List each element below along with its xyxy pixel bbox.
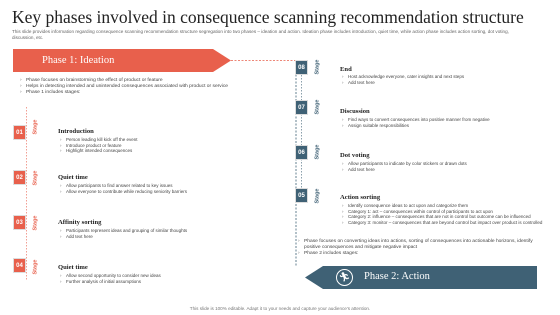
stage-tag-label: Stage — [32, 215, 39, 231]
stage-tag — [31, 253, 40, 281]
stage-tag — [31, 209, 40, 237]
page-title: Key phases involved in consequence scanning recommendation structure — [12, 7, 524, 27]
stage-items — [342, 203, 552, 225]
stage-title: Affinity sorting — [58, 219, 102, 226]
phase1-bullet: › Helps in detecting intended and unintended consequences associated with product or service — [20, 84, 270, 90]
footer-note: This slide is 100% editable. Adapt it to your needs and capture your audience's attention. — [189, 306, 371, 311]
stage-item: › Host acknowledge everyone, cater insights and next steps — [342, 74, 552, 80]
stage-items — [60, 228, 270, 239]
stage-title: Dot voting — [340, 152, 370, 159]
page-subtitle: This slide provides information regarding consequence scanning recommendation structure segregation into two phases – ideation and action. Ideation phase includes introduction, quiet time, while action phase includes action sorting, dot voting, discussion, etc. — [12, 29, 509, 40]
stage-item: › Assign suitable responsibilities — [342, 123, 552, 129]
stage-item: › Identify consequence ideas to act upon and categorize them — [342, 203, 552, 209]
stage-item: › Allow everyone to contribute while reducing seniority barriers — [60, 189, 270, 195]
stage-item: › Category 3: monitor – consequences that are beyond control but impact over product is controlled — [342, 220, 552, 226]
stage-item: › Person leading kill kick off the event — [60, 137, 270, 143]
stage-number-badge: 07 — [295, 100, 308, 115]
phase1-bullets — [20, 78, 270, 97]
stage-title: Introduction — [58, 128, 94, 135]
stage-item: › Allow participants to indicate by color stickers or drawn dots — [342, 161, 552, 167]
stage-items — [60, 183, 270, 194]
stage-title: End — [340, 66, 352, 73]
stage-tag — [31, 113, 40, 141]
phase2-bullets — [298, 239, 548, 258]
phase1-label: Phase 1: Ideation — [42, 55, 115, 66]
stage-tag — [313, 93, 322, 121]
stage-tag — [313, 53, 322, 81]
stage-items — [60, 273, 270, 284]
phase2-bullet: › Phase 2 includes stages: — [298, 251, 548, 257]
stage-number-badge: 05 — [295, 188, 308, 203]
stage-tag-label: Stage — [32, 119, 39, 135]
stage-item: › Allow second opportunity to consider new ideas — [60, 273, 270, 279]
phase1-bullet: › Phase 1 includes stages: — [20, 90, 270, 96]
stage-tag — [313, 182, 322, 210]
stage-items — [342, 161, 552, 172]
stage-tag-label: Stage — [32, 170, 39, 186]
stage-tag-label: Stage — [314, 144, 321, 160]
stage-number-badge: 06 — [295, 145, 308, 160]
stage-number-badge: 01 — [13, 125, 26, 140]
phase2-label: Phase 2: Action — [364, 271, 430, 282]
stage-number-badge: 04 — [13, 258, 26, 273]
phase2-bullet: › Phase focuses on converting ideas into actions, sorting of consequences into actionable horizons, identify positive consequences and mitigate negative impact — [298, 239, 548, 251]
stage-tag-label: Stage — [32, 259, 39, 275]
stage-item: › Introduce product or feature — [60, 143, 270, 149]
stage-items — [60, 137, 270, 154]
stage-item: › Participants represent ideas and grouping of similar thoughts — [60, 228, 270, 234]
stage-items — [342, 74, 552, 85]
stage-tag — [313, 138, 322, 166]
stage-tag-label: Stage — [314, 99, 321, 115]
stage-number-badge: 03 — [13, 215, 26, 230]
stage-title: Quiet time — [58, 174, 88, 181]
stage-title: Quiet time — [58, 264, 88, 271]
stage-tag-label: Stage — [314, 188, 321, 204]
stage-tag-label: Stage — [314, 59, 321, 75]
stage-item: › Add text here — [342, 80, 552, 86]
stage-number-badge: 08 — [295, 60, 308, 75]
stage-items — [342, 117, 552, 128]
stage-item: › Find ways to convert consequences into positive manner from negative — [342, 117, 552, 123]
stage-item: › Category 2: influence – consequences that are not in control but outcome can be influenced — [342, 214, 552, 220]
stage-item: › Highlight intended consequences — [60, 148, 270, 154]
stage-title: Discussion — [340, 108, 370, 115]
stage-item: › Add text here — [60, 234, 270, 240]
stage-title: Action sorting — [340, 194, 381, 201]
stage-number-badge: 02 — [13, 170, 26, 185]
running-person-icon: 🏃︎ — [336, 269, 353, 286]
stage-tag — [31, 164, 40, 192]
stage-item: › Add text here — [342, 167, 552, 173]
phase1-bullet: › Phase focuses on brainstorming the effect of product or feature — [20, 78, 270, 84]
stage-item: › Allow participants to find answer related to key issues — [60, 183, 270, 189]
stage-item: › Further analysis of initial assumptions — [60, 279, 270, 285]
stage-item: › Category 1: act – consequences within control of participants to act upon — [342, 209, 552, 215]
